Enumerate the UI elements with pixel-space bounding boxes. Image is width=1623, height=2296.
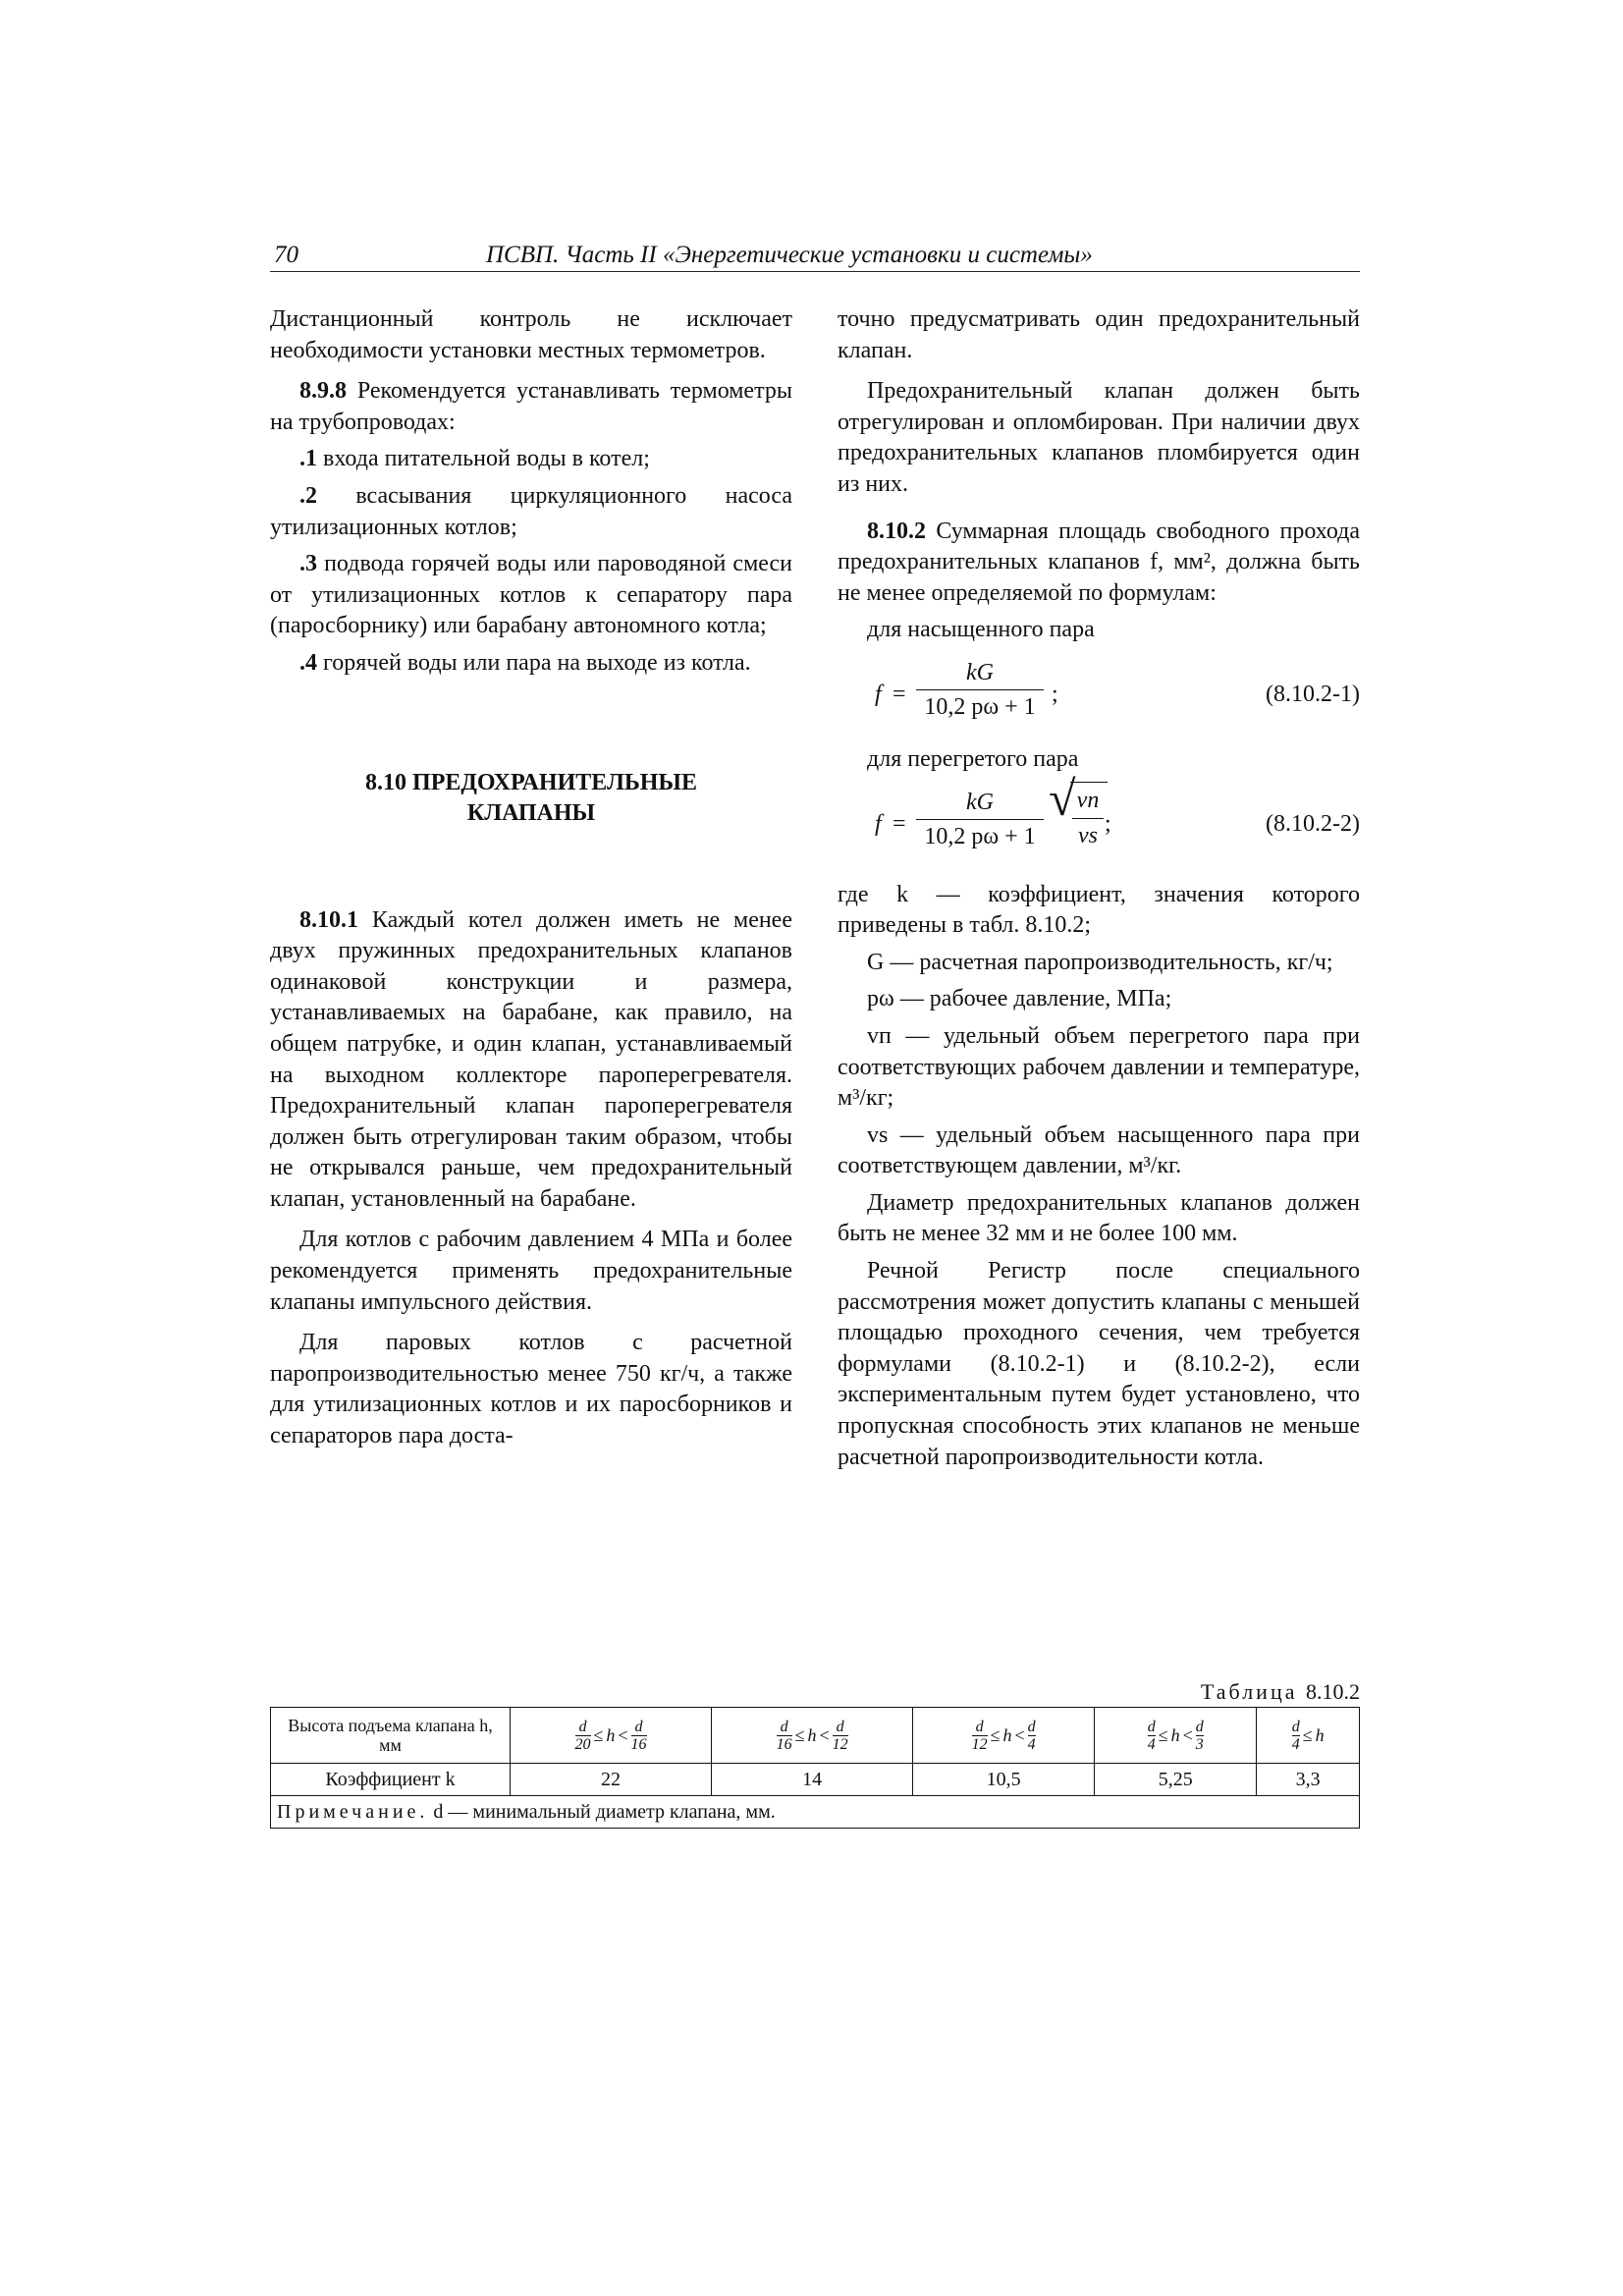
formula-8-10-2-2 (838, 770, 1360, 866)
item-text: горячей воды или пара на выходе из котла. (317, 649, 751, 676)
paragraph: точно предусматривать один предохранительный клапан. (838, 306, 1360, 363)
clause-number: 8.10.2 (867, 518, 926, 544)
definition: G — расчетная паропроизводительность, кг/ч; (867, 949, 1333, 975)
table-note (271, 1796, 1360, 1829)
radical-vinculum (1070, 782, 1108, 783)
note-text: d — минимальный диаметр клапана, мм. (428, 1800, 776, 1823)
list-item (270, 648, 792, 680)
definition: vs — удельный объем насыщенного пара при соответствующем давлении, м³/кг. (838, 1121, 1360, 1179)
formula-lhs: f (875, 810, 882, 837)
item-number: .2 (299, 482, 317, 509)
formula-equals: = (893, 681, 906, 707)
paragraph: Диаметр предохранительных клапанов должен быть не менее 32 мм и не более 100 мм. (838, 1189, 1360, 1247)
radical-sign: √ (1049, 770, 1076, 826)
list-item (270, 481, 792, 543)
clause-number: 8.10.1 (299, 906, 358, 933)
table-cell: 10,5 (913, 1764, 1095, 1796)
root-fraction (1072, 786, 1104, 852)
table-cell: 14 (712, 1764, 913, 1796)
item-text: подвода горячей воды или пароводяной смеси от утилизационных котлов к сепаратору пара (паросборнику) или барабану автономного котла; (270, 551, 792, 639)
range-upper: $\frac{d}{3}$ (1195, 1718, 1204, 1753)
note-label: Примечание. (277, 1800, 429, 1823)
header-title: ПСВП. Часть II «Энергетические установки и системы» (486, 242, 1093, 268)
section-heading-line: 8.10 ПРЕДОХРАНИТЕЛЬНЫЕ (365, 769, 697, 795)
list-item (270, 444, 792, 475)
paragraph-8-9-8 (270, 376, 792, 438)
fraction-bar (1072, 818, 1104, 819)
formula-end: ; (1105, 810, 1111, 837)
range-lower: $\frac{d}{12}$ (971, 1718, 988, 1753)
coefficient-table (270, 1707, 1360, 1829)
table-header-row (271, 1708, 1360, 1764)
formula-intro: для перегретого пара (867, 745, 1079, 772)
range-upper: $\frac{d}{12}$ (832, 1718, 848, 1753)
table-caption (838, 1679, 1360, 1705)
formula-number: (8.10.2-1) (1266, 681, 1360, 707)
section-heading (270, 768, 792, 829)
formula-fraction (916, 658, 1044, 722)
table-cell: 22 (511, 1764, 712, 1796)
formula-number: (8.10.2-2) (1266, 810, 1360, 837)
section-heading-line: КЛАПАНЫ (466, 799, 596, 826)
root-denominator: vs (1078, 823, 1098, 849)
table-caption-word: Таблица (1200, 1679, 1298, 1704)
clause-text: Рекомендуется устанавливать термометры на трубопроводах: (270, 378, 792, 435)
clause-text: Суммарная площадь свободного прохода предохранительных клапанов f, мм², должна быть не менее определяемой по формулам: (838, 518, 1360, 606)
range-lower: $\frac{d}{16}$ (776, 1718, 792, 1753)
clause-text: Каждый котел должен иметь не менее двух пружинных предохранительных клапанов одинаковой конструкции и размера, устанавливаемых на барабане, как правило, на общем патрубке, и один клапан, устанавливаемый на выходном коллекторе пароперегревателя. Предохранительный клапан пароперегревателя должен быть отрегулирован таким образом, чтобы не открывался раньше, чем предохранительный клапан, установленный на барабане. (270, 906, 792, 1212)
paragraph: Речной Регистр после специального рассмотрения может допустить клапаны с меньшей площадью проходного сечения, чем требуется формулами (8.10.2-1) и (8.10.2-2), если экспериментальным путем будет установлено, что пропускная способность этих клапанов не меньше расчетной паропроизводительности котла. (838, 1258, 1360, 1470)
formula-fraction (916, 788, 1044, 851)
definition: pω — рабочее давление, МПа; (867, 986, 1172, 1012)
range-upper: $\frac{d}{16}$ (630, 1718, 647, 1753)
range-cell-4: $\frac{d}{4}$ ≤ h < $\frac{d}{3}$ (1095, 1708, 1257, 1764)
range-cell-2: $\frac{d}{16}$ ≤ h < $\frac{d}{12}$ (712, 1708, 913, 1764)
formula-intro: для насыщенного пара (867, 617, 1095, 643)
fraction-denominator: 10,2 pω + 1 (924, 693, 1036, 720)
item-number: .3 (299, 551, 317, 577)
formula-equals: = (893, 810, 906, 837)
range-cell-5: $\frac{d}{4}$ ≤ h (1257, 1708, 1360, 1764)
fraction-bar (916, 819, 1044, 820)
item-number: .1 (299, 446, 317, 472)
paragraph-8-10-2 (838, 517, 1360, 610)
formula-8-10-2-1 (838, 658, 1360, 731)
range-lower: $\frac{d}{4}$ (1291, 1718, 1300, 1753)
table-cell: 5,25 (1095, 1764, 1257, 1796)
fraction-numerator: kG (966, 789, 994, 815)
item-number: .4 (299, 649, 317, 676)
table-caption-number: 8.10.2 (1306, 1679, 1360, 1704)
clause-number: 8.9.8 (299, 378, 347, 405)
table-header-label: Высота подъема клапана h, мм (271, 1708, 511, 1764)
paragraph: Дистанционный контроль не исключает необходимости установки местных термометров. (270, 306, 792, 363)
paragraph: Для котлов с рабочим давлением 4 МПа и более рекомендуется применять предохранительные клапаны импульсного действия. (270, 1227, 792, 1315)
table-cell: 3,3 (1257, 1764, 1360, 1796)
definition: vп — удельный объем перегретого пара при соответствующих рабочем давлении и температуре, м³/кг; (838, 1022, 1360, 1112)
formula-lhs: f (875, 681, 882, 707)
item-text: всасывания циркуляционного насоса утилизационных котлов; (270, 482, 792, 540)
row-label: Коэффициент k (271, 1764, 511, 1796)
range-upper: $\frac{d}{4}$ (1027, 1718, 1036, 1753)
table-row (271, 1764, 1360, 1796)
paragraph-8-10-1 (270, 905, 792, 1216)
list-item (270, 549, 792, 642)
fraction-numerator: kG (966, 659, 994, 685)
item-text: входа питательной воды в котел; (317, 446, 650, 472)
range-cell-1: $\frac{d}{20}$ ≤ h < $\frac{d}{16}$ (511, 1708, 712, 1764)
right-column (838, 304, 1360, 1473)
range-cell-3: $\frac{d}{12}$ ≤ h < $\frac{d}{4}$ (913, 1708, 1095, 1764)
paragraph: Для паровых котлов с расчетной паропроизводительностью менее 750 кг/ч, а также для утилизационных котлов и их паросборников и сепараторов пара доста- (270, 1330, 792, 1449)
fraction-bar (916, 689, 1044, 690)
table-note-row (271, 1796, 1360, 1829)
formula-end: ; (1052, 681, 1058, 707)
paragraph: Предохранительный клапан должен быть отрегулирован и опломбирован. При наличии двух предохранительных клапанов пломбируется один из них. (838, 378, 1360, 497)
page-number: 70 (274, 242, 298, 268)
range-lower: $\frac{d}{4}$ (1147, 1718, 1156, 1753)
left-column (270, 304, 792, 1452)
definition: где k — коэффициент, значения которого приведены в табл. 8.10.2; (838, 881, 1360, 939)
fraction-denominator: 10,2 pω + 1 (924, 823, 1036, 849)
root-numerator: vп (1076, 787, 1100, 813)
running-header (270, 242, 1360, 272)
range-lower: $\frac{d}{20}$ (574, 1718, 591, 1753)
